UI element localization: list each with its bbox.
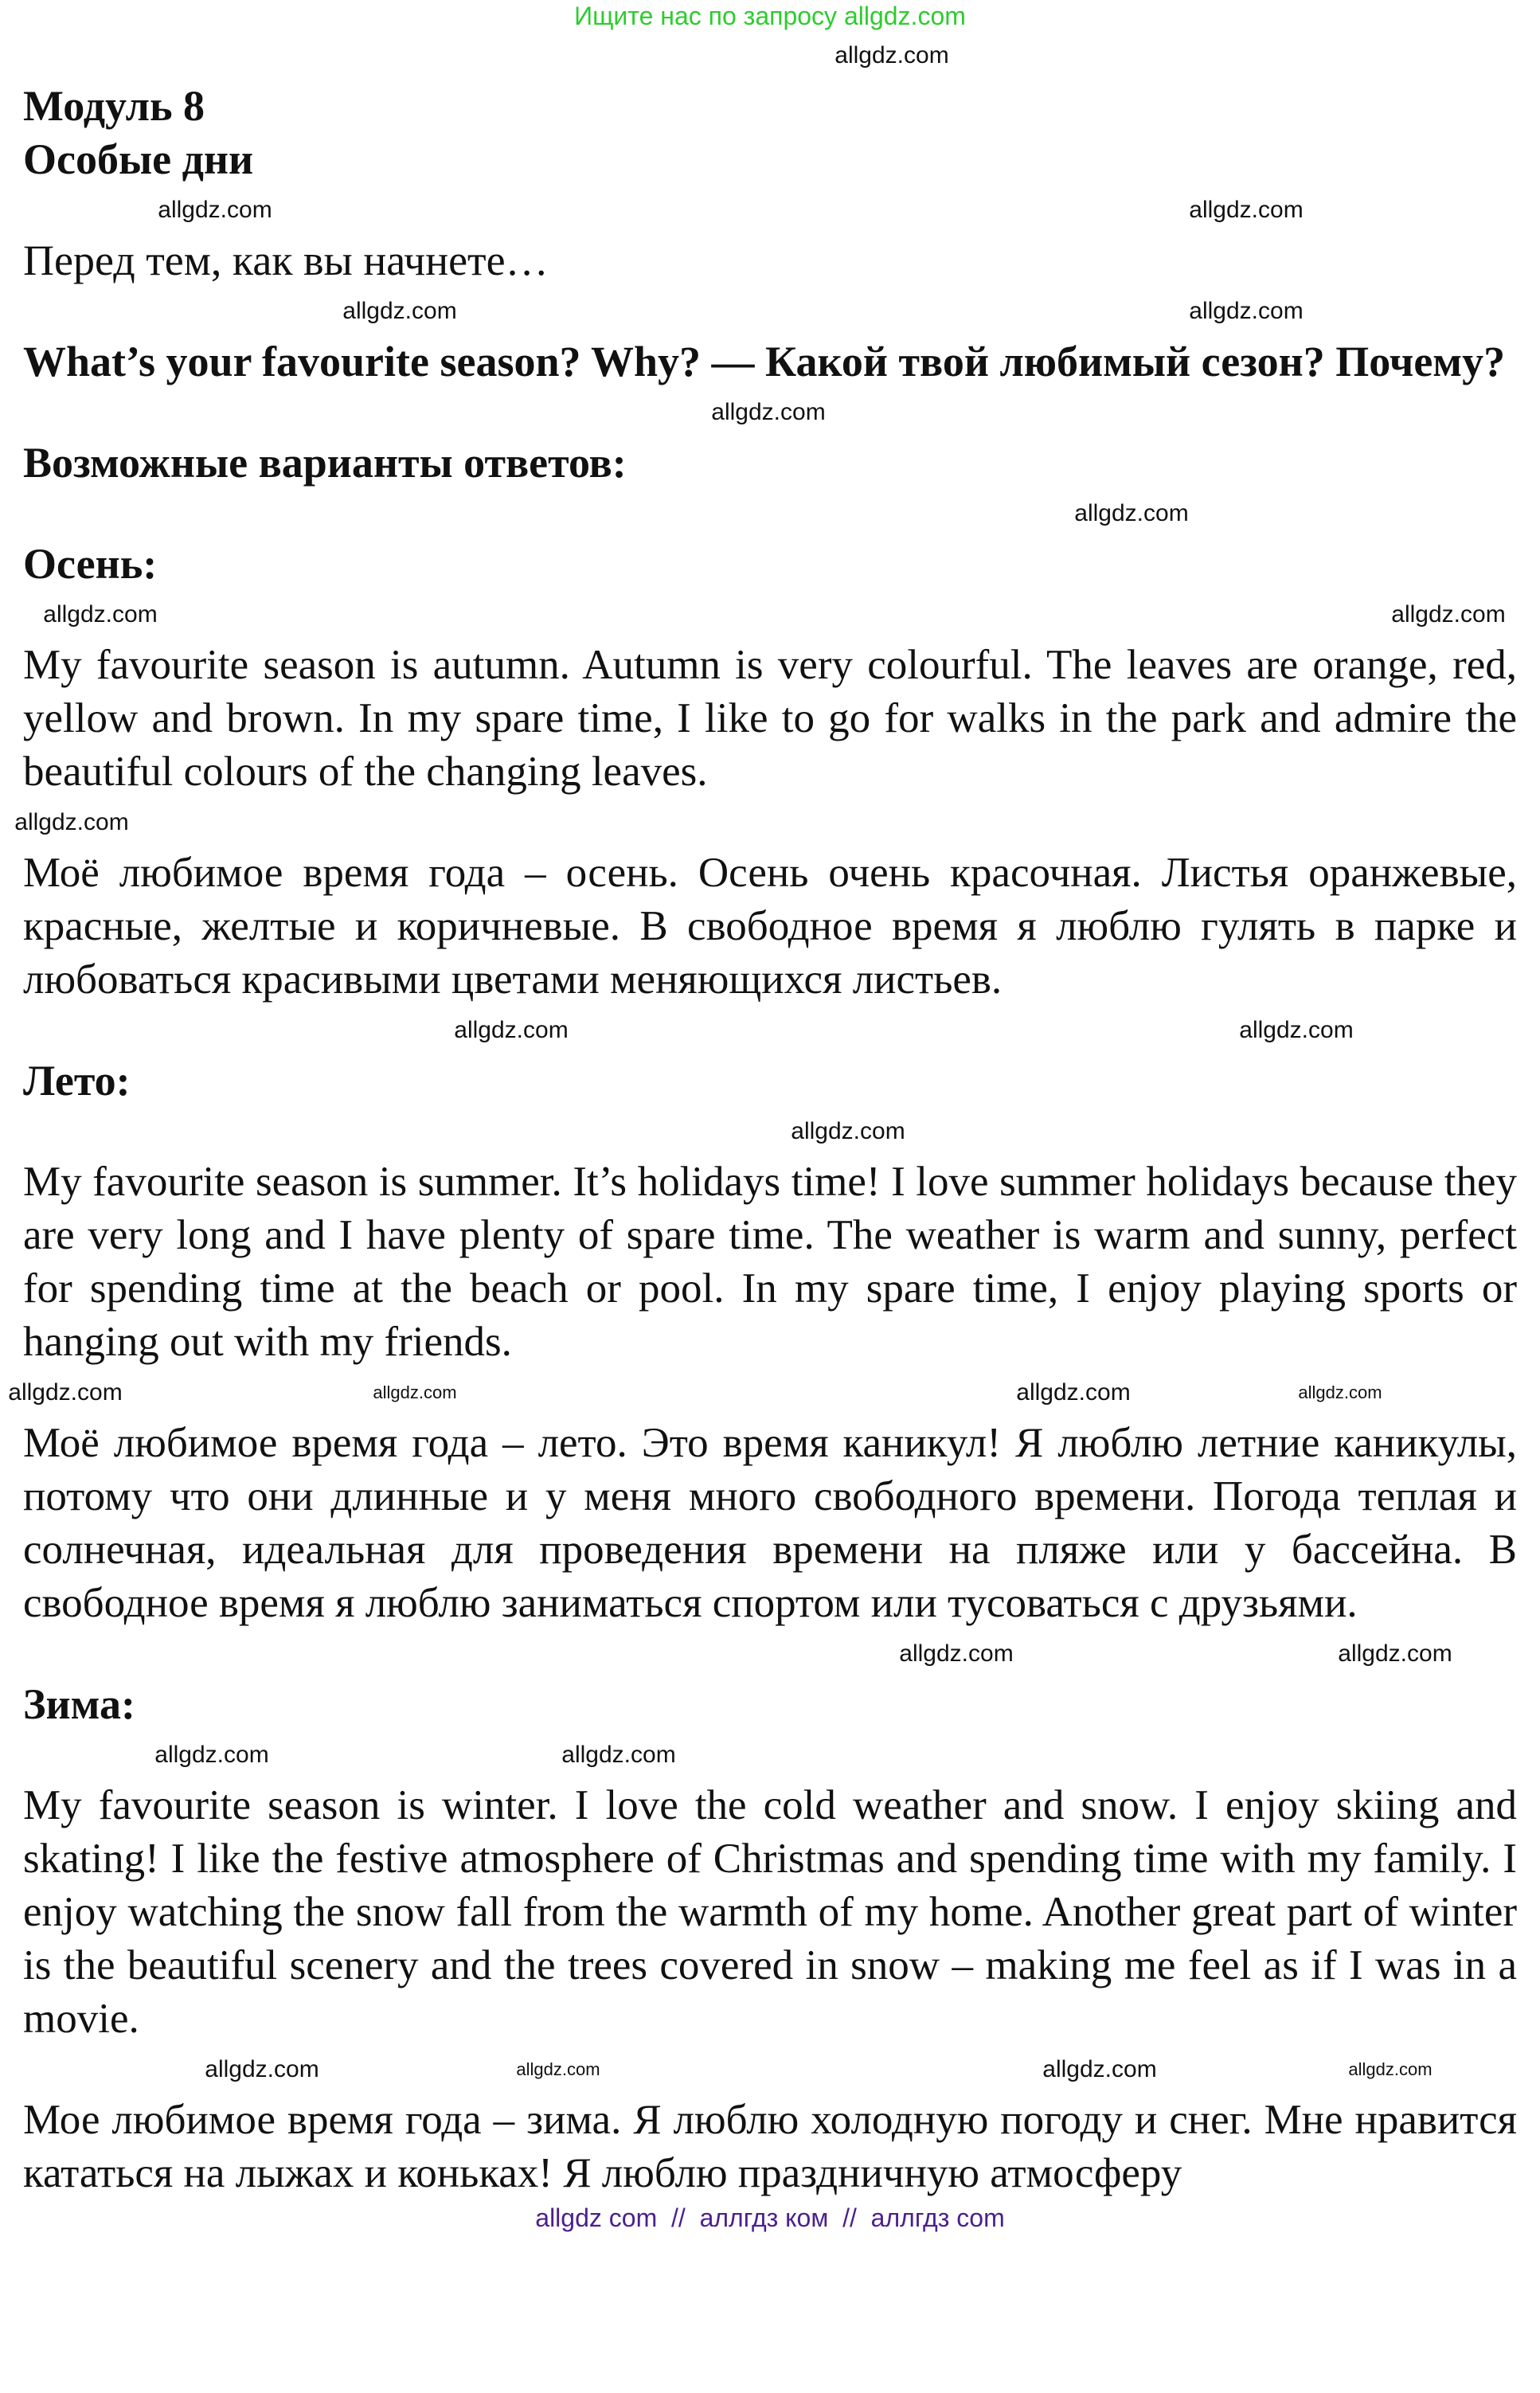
winter-english-paragraph: My favourite season is winter. I love the cold weather and snow. I enjoy skiing and skating! I like the festive atmosphere of Christmas and spending time with my family. I enjoy watching the snow fall from the warmth of my home. Another great part of winter is the beautiful scenery and the trees covered in snow – making me feel as if I was in a movie. (23, 1782, 1517, 2042)
watermark-row (0, 1369, 1540, 1417)
watermark: allgdz.com (834, 42, 949, 68)
watermark: allgdz.com (1348, 2059, 1433, 2079)
watermark: allgdz.com (14, 809, 129, 835)
module-title: Особые дни (23, 135, 254, 183)
watermark-row (0, 389, 1540, 436)
watermark-row (0, 799, 1540, 847)
watermark: allgdz.com (1016, 1379, 1131, 1406)
module-heading (23, 80, 1517, 186)
watermark: allgdz.com (1298, 1382, 1382, 1402)
watermark: allgdz.com (1338, 1640, 1452, 1667)
watermark: allgdz.com (899, 1640, 1014, 1667)
watermark: allgdz.com (1074, 500, 1189, 526)
watermark: allgdz.com (1189, 197, 1304, 223)
watermark-row (0, 1007, 1540, 1054)
watermark: allgdz.com (516, 2059, 600, 2079)
answers-heading: Возможные варианты ответов: (23, 439, 627, 487)
section-title-winter: Зима: (23, 1680, 136, 1728)
watermark-row (0, 1108, 1540, 1155)
watermark: allgdz.com (454, 1017, 569, 1043)
watermark-row (0, 287, 1540, 335)
autumn-russian-paragraph: Моё любимое время года – осень. Осень очень красочная. Листья оранжевые, красные, желтые и коричневые. В свободное время я люблю гулять в парке и любоваться красивыми цветами меняющихся листьев. (23, 850, 1517, 1003)
watermark-row (0, 1630, 1540, 1678)
before-start-text: Перед тем, как вы начнете… (23, 237, 549, 284)
section-title-autumn: Осень: (23, 540, 158, 588)
watermark: allgdz.com (43, 601, 158, 628)
module-number: Модуль 8 (23, 82, 205, 130)
watermark-row (0, 2046, 1540, 2094)
watermark: allgdz.com (342, 298, 457, 324)
watermark: allgdz.com (8, 1379, 123, 1406)
watermark: allgdz.com (561, 1742, 676, 1768)
watermark: allgdz.com (158, 197, 272, 223)
watermark: allgdz.com (1391, 601, 1506, 628)
watermark: allgdz.com (373, 1382, 457, 1402)
watermark: allgdz.com (1239, 1017, 1354, 1043)
watermark: allgdz.com (1189, 298, 1304, 324)
autumn-english-paragraph: My favourite season is autumn. Autumn is very colourful. The leaves are orange, red, yellow and brown. In my spare time, I like to go for walks in the park and admire the beautiful colours of the changing leaves. (23, 642, 1517, 795)
watermark: allgdz.com (791, 1118, 905, 1144)
summer-russian-paragraph: Моё любимое время года – лето. Это время каникул! Я люблю летние каникулы, потому что они длинные и у меня много свободного времени. Погода теплая и солнечная, идеальная для проведения времени на пляже или у бассейна. В свободное время я люблю заниматься спортом или тусоваться с друзьями. (23, 1420, 1517, 1626)
watermark-row (0, 32, 1540, 80)
question-heading: What’s your favourite season? Why? — Какой твой любимый сезон? Почему? (23, 338, 1506, 385)
watermark-row (0, 490, 1540, 538)
watermark: allgdz.com (711, 399, 826, 425)
winter-russian-paragraph: Мое любимое время года – зима. Я люблю холодную погоду и снег. Мне нравится кататься на лыжах и коньках! Я люблю праздничную атмосферу (23, 2097, 1517, 2196)
footer-banner: allgdz com // аллгдз ком // аллгдз com (535, 2203, 1005, 2232)
watermark: allgdz.com (154, 1742, 269, 1768)
watermark: allgdz.com (205, 2056, 319, 2082)
watermark: allgdz.com (1042, 2056, 1157, 2082)
summer-english-paragraph: My favourite season is summer. It’s holidays time! I love summer holidays because they are very long and I have plenty of spare time. The weather is warm and sunny, perfect for spending time at the beach or pool. In my spare time, I enjoy playing sports or hanging out with my friends. (23, 1159, 1517, 1365)
search-banner: Ищите нас по запросу allgdz.com (574, 2, 966, 30)
section-title-summer: Лето: (23, 1057, 131, 1105)
watermark-row (0, 591, 1540, 639)
watermark-row (0, 1731, 1540, 1779)
watermark-row (0, 186, 1540, 234)
